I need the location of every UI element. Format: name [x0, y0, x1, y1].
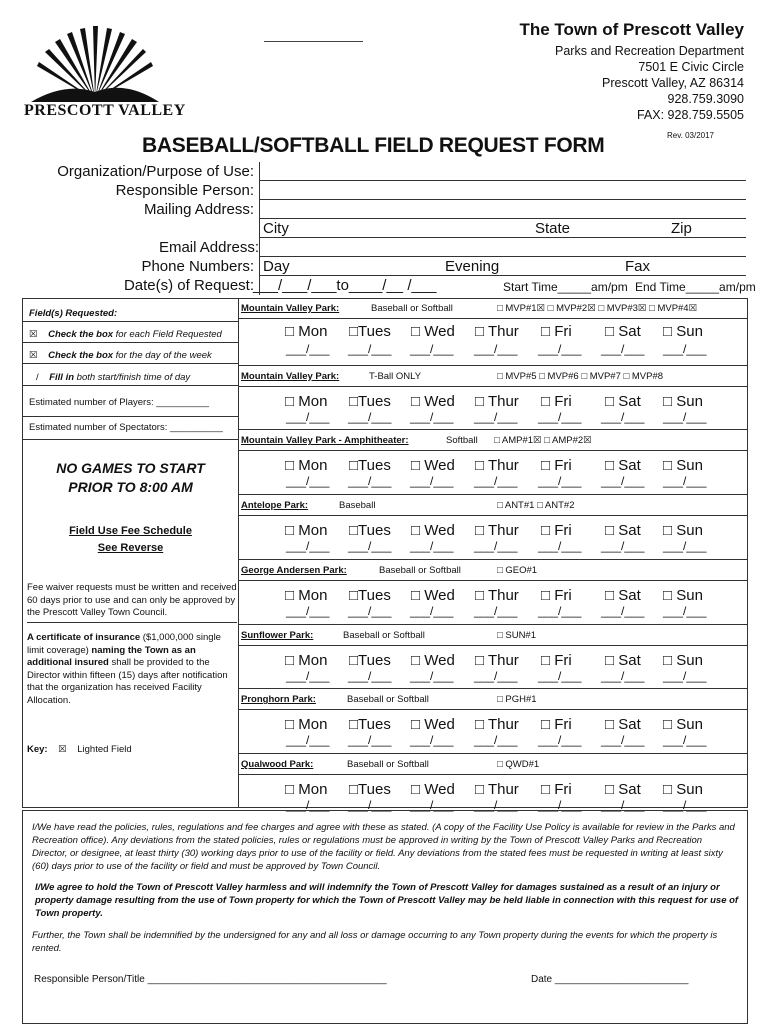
park-sport-type: Baseball or Softball	[379, 564, 461, 576]
state-label: State	[535, 220, 571, 237]
day-time-blank[interactable]: ___/___	[348, 539, 392, 554]
park-name: Sunflower Park:	[241, 629, 314, 641]
agreement-section	[22, 810, 748, 1024]
fee-schedule-line: See Reverse	[97, 542, 164, 554]
day-checkbox[interactable]: □ Fri	[541, 392, 572, 410]
day-time-blank[interactable]: ___/___	[286, 342, 330, 356]
cert-bold-2: naming the Town as an additional insured	[27, 644, 196, 668]
day-time-blank[interactable]: ___/___	[286, 668, 330, 683]
day-time-blank[interactable]: ___/___	[474, 603, 518, 618]
mailing-row	[22, 200, 746, 219]
day-time-blank[interactable]: ___/___	[348, 474, 392, 489]
park-sport-type: Baseball or Softball	[343, 629, 425, 641]
form-title: BASEBALL/SOFTBALL FIELD REQUEST FORM	[142, 134, 605, 157]
day-checkbox[interactable]: □ Fri	[541, 651, 572, 669]
day-time-blank[interactable]: ___/___	[410, 474, 454, 489]
field-divider	[259, 162, 260, 295]
day-checkbox[interactable]: □ Thur	[475, 323, 519, 340]
day-selector	[239, 514, 747, 559]
park-header	[239, 298, 747, 319]
day-selector	[239, 644, 747, 689]
day-selector	[239, 579, 747, 624]
day-checkbox[interactable]: □ Sun	[663, 457, 703, 475]
fields-requested-label: Field(s) Requested:	[29, 308, 118, 319]
day-checkbox[interactable]: □Tues	[349, 780, 391, 798]
day-checkbox[interactable]: □ Sat	[605, 586, 641, 604]
day-selector	[239, 449, 747, 494]
phone-line: 928.759.3090	[667, 92, 744, 106]
park-sport-type: Softball	[446, 435, 478, 447]
day-checkbox[interactable]: □ Mon	[285, 780, 328, 798]
phone-input[interactable]	[259, 257, 746, 276]
responsible-row	[22, 181, 746, 200]
park-name: Pronghorn Park:	[241, 694, 316, 706]
day-time-blank[interactable]: ___/___	[601, 668, 645, 683]
day-checkbox[interactable]: □ Sun	[663, 323, 703, 340]
field-checkboxes[interactable]: □ AMP#1☒ □ AMP#2☒	[494, 435, 592, 447]
day-time-blank[interactable]: ___/___	[538, 603, 582, 618]
day-checkbox[interactable]: □ Thur	[475, 586, 519, 604]
day-checkbox[interactable]: □ Sat	[605, 522, 641, 540]
day-time-blank[interactable]: ___/___	[538, 668, 582, 683]
park-header	[239, 559, 747, 581]
day-time-blank[interactable]: ___/___	[663, 797, 707, 812]
day-checkbox[interactable]: □ Thur	[475, 457, 519, 475]
day-time-blank[interactable]: ___/___	[538, 539, 582, 554]
park-sport-type: Baseball	[339, 500, 376, 512]
day-checkbox[interactable]: □ Sat	[605, 392, 641, 410]
day-time-blank[interactable]: ___/___	[663, 342, 707, 356]
day-time-blank[interactable]: ___/___	[601, 409, 645, 424]
day-time-blank[interactable]: ___/___	[601, 474, 645, 489]
evening-phone-label: Evening	[445, 258, 500, 275]
day-checkbox[interactable]: □ Fri	[541, 457, 572, 475]
day-checkbox[interactable]: □ Wed	[411, 323, 455, 340]
parks-column	[23, 299, 747, 812]
org-input[interactable]	[259, 162, 746, 181]
org-row	[22, 162, 746, 181]
fee-waiver-note: Fee waiver requests must be written and received 60 days prior to use and can only be approved by the Prescott Valley Town Council.	[27, 582, 237, 623]
day-time-blank[interactable]: ___/___	[410, 409, 454, 424]
date-range[interactable]: ___/___/___to____/__ /___	[253, 277, 437, 294]
header-line	[264, 41, 363, 42]
day-time-blank[interactable]: ___/___	[474, 409, 518, 424]
day-checkbox[interactable]: □ Sun	[663, 522, 703, 540]
day-checkbox[interactable]: □ Sat	[605, 651, 641, 669]
day-checkbox[interactable]: □ Mon	[285, 457, 328, 475]
responsible-input[interactable]	[259, 181, 746, 200]
park-name: Antelope Park:	[241, 500, 309, 512]
day-time-blank[interactable]: ___/___	[286, 409, 330, 424]
cert-text-2: shall be provided to the Director within fifteen (15) days after notification that the organization has received Facility Allocation.	[27, 657, 228, 706]
day-time-blank[interactable]: ___/___	[601, 603, 645, 618]
lighted-field-icon: ☒	[58, 744, 67, 755]
logo-text: PRESCOTT VALLEY	[24, 102, 186, 119]
park-header	[239, 688, 747, 710]
day-checkbox[interactable]: □ Sat	[605, 716, 641, 734]
email-row	[22, 238, 746, 257]
day-checkbox[interactable]: □ Wed	[411, 392, 455, 410]
day-time-blank[interactable]: ___/___	[348, 797, 392, 812]
day-time-blank[interactable]: ___/___	[663, 668, 707, 683]
day-checkbox[interactable]: □ Fri	[541, 716, 572, 734]
mailing-input[interactable]	[259, 200, 746, 219]
city-row	[22, 219, 746, 238]
day-time-blank[interactable]: ___/___	[538, 474, 582, 489]
day-checkbox[interactable]: □ Mon	[285, 323, 328, 340]
day-time-blank[interactable]: ___/___	[663, 409, 707, 424]
check-day-emphasis: Check the box	[48, 350, 114, 361]
day-time-blank[interactable]: ___/___	[474, 342, 518, 356]
cert-bold: A certificate of insurance	[27, 632, 141, 643]
phone-label: Phone Numbers:	[141, 258, 254, 275]
email-input[interactable]	[259, 238, 746, 257]
day-time-blank[interactable]: ___/___	[286, 474, 330, 489]
day-selector	[239, 320, 747, 365]
day-time-blank[interactable]: ___/___	[663, 539, 707, 554]
day-time-blank[interactable]: ___/___	[348, 733, 392, 748]
field-checkboxes[interactable]: □ ANT#1 □ ANT#2	[497, 500, 575, 512]
check-day-text: for the day of the week	[115, 350, 212, 361]
day-checkbox[interactable]: □ Thur	[475, 392, 519, 410]
day-time-blank[interactable]: ___/___	[474, 797, 518, 812]
park-header	[239, 753, 747, 775]
park-sport-type: Baseball or Softball	[347, 758, 429, 770]
park-sport-type: Baseball or Softball	[371, 303, 453, 314]
day-checkbox[interactable]: □ Sat	[605, 780, 641, 798]
day-time-blank[interactable]: ___/___	[286, 603, 330, 618]
city-label: City	[263, 220, 289, 237]
day-time-blank[interactable]: ___/___	[348, 668, 392, 683]
fill-in-text: both start/finish time of day	[76, 372, 191, 383]
day-checkbox[interactable]: □ Mon	[285, 522, 328, 540]
address-line: Prescott Valley, AZ 86314	[602, 76, 744, 90]
day-checkbox[interactable]: □ Mon	[285, 651, 328, 669]
day-checkbox[interactable]: □ Wed	[411, 780, 455, 798]
park-header	[239, 365, 747, 387]
fax-line: FAX: 928.759.5505	[636, 108, 744, 122]
day-checkbox[interactable]: □ Sat	[605, 457, 641, 475]
day-checkbox[interactable]: □ Wed	[411, 457, 455, 475]
park-header	[239, 429, 747, 451]
day-time-blank[interactable]: ___/___	[474, 733, 518, 748]
day-checkbox[interactable]: □Tues	[349, 457, 391, 475]
day-checkbox[interactable]: □ Sat	[605, 323, 641, 340]
day-checkbox[interactable]: □ Fri	[541, 780, 572, 798]
fee-schedule-line: Field Use Fee Schedule	[69, 525, 192, 537]
mailing-label: Mailing Address:	[143, 201, 254, 218]
park-sport-type: T-Ball ONLY	[369, 370, 422, 382]
day-time-blank[interactable]: ___/___	[663, 733, 707, 748]
day-selector	[239, 708, 747, 753]
day-checkbox[interactable]: □ Wed	[411, 586, 455, 604]
end-time[interactable]: End Time_____am/pm	[635, 280, 756, 294]
day-time-blank[interactable]: ___/___	[663, 603, 707, 618]
field-checkboxes[interactable]: □ SUN#1	[497, 629, 537, 641]
day-time-blank[interactable]: ___/___	[474, 668, 518, 683]
org-label: Organization/Purpose of Use:	[57, 163, 254, 180]
day-time-blank[interactable]: ___/___	[538, 733, 582, 748]
park-name: Qualwood Park:	[241, 758, 314, 770]
check-symbol: ☒	[29, 350, 38, 361]
town-name: The Town of Prescott Valley	[519, 20, 744, 39]
day-checkbox[interactable]: □ Wed	[411, 651, 455, 669]
zip-label: Zip	[671, 220, 692, 237]
day-time-blank[interactable]: ___/___	[474, 474, 518, 489]
day-checkbox[interactable]: □ Sun	[663, 780, 703, 798]
day-checkbox[interactable]: □Tues	[349, 586, 391, 604]
indemnify-paragraph: I/We agree to hold the Town of Prescott Valley harmless and will indemnify the Town of Prescott Valley for damages sustained as a result of an injury or property damage resulting from the use of Town property for which the Town of Prescott Valley may be held liable in connection with this request for use of Town property.	[35, 882, 739, 919]
day-checkbox[interactable]: □ Mon	[285, 586, 328, 604]
fax-phone-label: Fax	[625, 258, 651, 275]
day-checkbox[interactable]: □ Wed	[411, 522, 455, 540]
day-checkbox[interactable]: □ Thur	[475, 651, 519, 669]
day-checkbox[interactable]: □Tues	[349, 392, 391, 410]
day-checkbox[interactable]: □ Sun	[663, 586, 703, 604]
responsible-label: Responsible Person:	[115, 182, 254, 199]
field-checkboxes[interactable]: □ GEO#1	[497, 564, 538, 576]
day-time-blank[interactable]: ___/___	[601, 733, 645, 748]
dates-label: Date(s) of Request:	[123, 277, 254, 294]
park-name: Mountain Valley Park - Amphitheater:	[241, 435, 409, 447]
no-games-line: PRIOR TO 8:00 AM	[68, 479, 193, 495]
start-time[interactable]: Start Time_____am/pm	[503, 280, 628, 294]
field-checkboxes[interactable]: □ MVP#1☒ □ MVP#2☒ □ MVP#3☒ □ MVP#4☒	[497, 303, 698, 314]
day-time-blank[interactable]: ___/___	[601, 539, 645, 554]
day-time-blank[interactable]: ___/___	[410, 797, 454, 812]
day-time-blank[interactable]: ___/___	[410, 668, 454, 683]
day-checkbox[interactable]: □ Fri	[541, 522, 572, 540]
day-checkbox[interactable]: □ Fri	[541, 323, 572, 340]
day-checkbox[interactable]: □Tues	[349, 522, 391, 540]
day-time-blank[interactable]: ___/___	[601, 342, 645, 356]
day-checkbox[interactable]: □Tues	[349, 716, 391, 734]
park-header	[239, 494, 747, 516]
check-field-text: for each Field Requested	[115, 329, 222, 340]
day-checkbox[interactable]: □ Thur	[475, 716, 519, 734]
signature-line[interactable]: Responsible Person/Title ___________________________________________	[34, 974, 387, 985]
spectators-estimate[interactable]: Estimated number of Spectators: __________	[29, 422, 223, 433]
day-checkbox[interactable]: □ Thur	[475, 522, 519, 540]
day-time-blank[interactable]: ___/___	[538, 409, 582, 424]
address-line: 7501 E Civic Circle	[638, 60, 744, 74]
park-name: Mountain Valley Park:	[241, 303, 340, 314]
day-checkbox[interactable]: □ Fri	[541, 586, 572, 604]
phone-row	[22, 257, 746, 276]
city-state-zip-input[interactable]	[259, 219, 746, 238]
day-time-blank[interactable]: ___/___	[663, 474, 707, 489]
dates-input[interactable]	[253, 276, 756, 294]
address-line: Parks and Recreation Department	[555, 44, 744, 58]
day-time-blank[interactable]: ___/___	[348, 603, 392, 618]
day-time-blank[interactable]: ___/___	[286, 539, 330, 554]
key-label: Key:	[27, 744, 48, 755]
day-checkbox[interactable]: □ Thur	[475, 780, 519, 798]
field-checkboxes[interactable]: □ QWD#1	[497, 758, 540, 770]
day-selector	[239, 385, 747, 430]
day-time-blank[interactable]: ___/___	[348, 342, 392, 356]
day-time-blank[interactable]: ___/___	[538, 342, 582, 356]
slash-symbol: /	[36, 372, 39, 383]
check-symbol: ☒	[29, 329, 38, 340]
cert-text: ($1,000,000 single limit coverage)	[27, 632, 221, 656]
revision-date: Rev. 03/2017	[667, 131, 714, 140]
day-time-blank[interactable]: ___/___	[286, 797, 330, 812]
policy-paragraph: I/We have read the policies, rules, regulations and fee charges and agree with these as stated. (A copy of the Facility Use Policy is available for review in the Parks and Recreation office). Any deviations from the stated policies, rules or regulations must be approved in writing by the Town of Prescott Valley Parks and Recreation Director, or designee, at least thirty (30) working days prior to use of the facility or field. Any deviations from the stated fees must be requested in writing at least sixty (60) days prior to use of the facility or field and must be approved by Town Council.	[32, 822, 735, 872]
dates-row	[22, 276, 756, 295]
day-time-blank[interactable]: ___/___	[410, 539, 454, 554]
day-time-blank[interactable]: ___/___	[286, 733, 330, 748]
day-checkbox[interactable]: □ Mon	[285, 392, 328, 410]
park-header	[239, 624, 747, 646]
day-time-blank[interactable]: ___/___	[410, 603, 454, 618]
day-checkbox[interactable]: □ Sun	[663, 716, 703, 734]
day-time-blank[interactable]: ___/___	[538, 797, 582, 812]
park-sport-type: Baseball or Softball	[347, 694, 429, 706]
day-time-blank[interactable]: ___/___	[348, 409, 392, 424]
day-checkbox[interactable]: □ Sun	[663, 651, 703, 669]
players-estimate[interactable]: Estimated number of Players: __________	[29, 397, 210, 408]
day-checkbox[interactable]: □Tues	[349, 651, 391, 669]
park-name: George Andersen Park:	[241, 564, 347, 576]
field-checkboxes[interactable]: □ PGH#1	[497, 694, 537, 706]
field-request-table	[22, 298, 748, 812]
day-checkbox[interactable]: □Tues	[349, 323, 391, 340]
no-games-line: NO GAMES TO START	[56, 460, 205, 476]
park-name: Mountain Valley Park:	[241, 370, 340, 382]
day-time-blank[interactable]: ___/___	[410, 733, 454, 748]
key-description: Lighted Field	[77, 744, 132, 755]
email-label: Email Address:	[158, 239, 259, 256]
field-checkboxes[interactable]: □ MVP#5 □ MVP#6 □ MVP#7 □ MVP#8	[497, 370, 664, 382]
further-paragraph: Further, the Town shall be indemnified by the undersigned for any and all loss or damage occurring to any Town property during the events for which the property is rented.	[32, 930, 718, 954]
day-time-blank[interactable]: ___/___	[410, 342, 454, 356]
day-phone-label: Day	[263, 258, 290, 275]
town-address	[555, 43, 744, 123]
date-line[interactable]: Date ________________________	[531, 974, 689, 985]
day-time-blank[interactable]: ___/___	[474, 539, 518, 554]
day-checkbox[interactable]: □ Wed	[411, 716, 455, 734]
fill-in-emphasis: Fill in	[49, 372, 75, 383]
day-time-blank[interactable]: ___/___	[601, 797, 645, 812]
check-box-emphasis: Check the box	[48, 329, 114, 340]
day-checkbox[interactable]: □ Sun	[663, 392, 703, 410]
day-checkbox[interactable]: □ Mon	[285, 716, 328, 734]
